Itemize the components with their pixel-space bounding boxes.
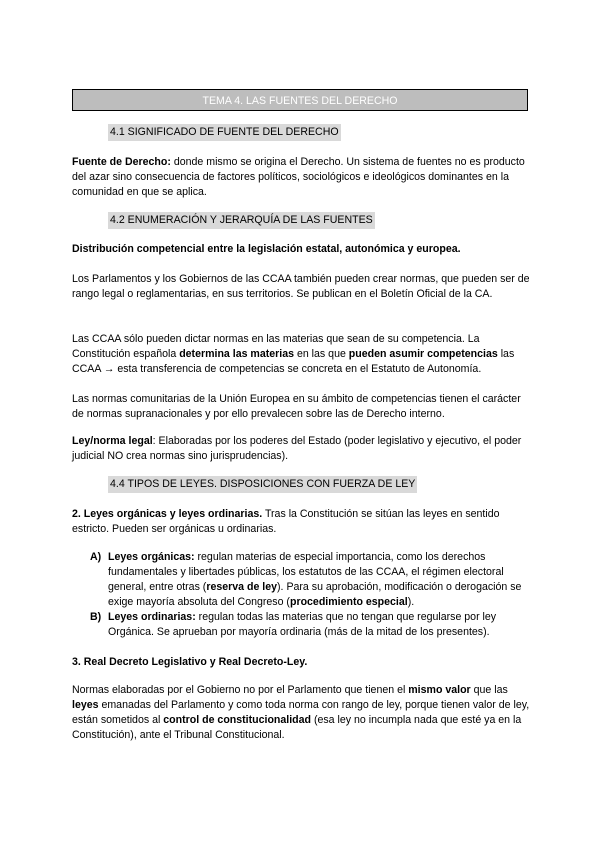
leyes-organicas-ordinarias-paragraph [72,507,530,537]
leyes-organicas-text-2: ). Para su aprobación, modificación o derogación se exige mayoría absoluta del Congreso ( [108,581,522,608]
list-item-leyes-ordinarias [90,610,530,640]
term-ley-norma-legal: Ley/norma legal [72,435,153,447]
normas-gobierno-text-g: (esa ley no incumpla nada que esté ya en la Constitución), ante el Tribunal Constitucional. [72,714,522,741]
ccaa-paragraph [72,332,530,377]
normas-gobierno-paragraph [72,683,530,743]
term-fuente-derecho: Fuente de Derecho: [72,156,171,168]
ley-norma-legal-paragraph [72,434,530,464]
term-control-constitucionalidad: control de constitucionalidad [163,714,312,726]
list-item-leyes-organicas [90,550,530,610]
ccaa-text-a: Las CCAA sólo pueden dictar normas en las materias que sean de su competencia. La Constitución española [72,333,480,360]
list-marker-a: A) [90,551,102,563]
section-heading-4-1: 4.1 SIGNIFICADO DE FUENTE DEL DERECHO [108,124,341,141]
ley-norma-legal-text: : Elaboradas por los poderes del Estado (poder legislativo y ejecutivo, el poder judicial NO crea normas sino jurisprudencias). [72,435,522,462]
distribucion-subtitle [72,242,530,257]
ccaa-bold-competencias: pueden asumir competencias [348,348,498,360]
normas-gobierno-text-e: emanadas del Parlamento y como toda norma con rango de ley, porque tienen valor de ley, están sometidos al [72,699,530,726]
section-heading-4-2: 4.2 ENUMERACIÓN Y JERARQUÍA DE LAS FUENTES [108,212,375,229]
parlamentos-paragraph: Los Parlamentos y los Gobiernos de las CCAA también pueden crear normas, que pueden ser de rango legal o reglamentarias, en sus territorios. Se publican en el Boletín Oficial de la CA. [72,273,530,300]
leyes-ordinarias-text: regulan todas las materias que no tengan que regularse por ley Orgánica. Se aprueban por mayoría ordinaria (más de la mitad de los presentes). [108,611,497,638]
leyes-list [90,550,530,640]
term-leyes-organicas: Leyes orgánicas: [108,551,195,563]
list-marker-b: B) [90,611,102,623]
leyes-organicas-ordinarias-text: Tras la Constitución se sitúan las leyes en sentido estricto. Pueden ser orgánicas u ordinarias. [72,508,500,535]
term-leyes-ordinarias: Leyes ordinarias: [108,611,196,623]
distribucion-subtitle-text: Distribución competencial entre la legislación estatal, autonómica y europea. [72,243,461,255]
ccaa-text-e: las CCAA → esta transferencia de competencias se concreta en el Estatuto de Autonomía. [72,348,515,375]
document-title: TEMA 4. LAS FUENTES DEL DERECHO [72,89,528,111]
real-decreto-subtitle [72,655,530,670]
normas-gobierno-text-a: Normas elaboradas por el Gobierno no por el Parlamento que tienen el [72,684,409,696]
fuente-derecho-paragraph [72,155,530,200]
term-leyes: leyes [72,699,99,711]
normas-comunitarias-paragraph: Las normas comunitarias de la Unión Europea en su ámbito de competencias tienen el carácter de normas supranacionales y por ello prevalecen sobre las de Derecho interno. [72,393,521,420]
normas-gobierno-text-c: que las [470,684,508,696]
term-procedimiento-especial: procedimiento especial [289,596,408,608]
term-reserva-de-ley: reserva de ley [206,581,278,593]
leyes-organicas-text-1: regulan materias de especial importancia, como los derechos fundamentales y libertades públicas, los estatutos de las CCAA, el régimen electoral general, entre otras ( [108,551,504,593]
leyes-organicas-text-3: ). [407,596,415,608]
ccaa-bold-materias: determina las materias [179,348,295,360]
real-decreto-subtitle-text: 3. Real Decreto Legislativo y Real Decreto-Ley. [72,656,308,668]
ccaa-text-c: en las que [294,348,349,360]
term-mismo-valor: mismo valor [408,684,471,696]
fuente-derecho-text: donde mismo se origina el Derecho. Un sistema de fuentes no es producto del azar sino consecuencia de factores políticos, sociológicos e ideológicos dominantes en la comunidad en que se aplica. [72,156,525,198]
section-heading-4-4: 4.4 TIPOS DE LEYES. DISPOSICIONES CON FUERZA DE LEY [108,476,417,493]
leyes-organicas-ordinarias-title: 2. Leyes orgánicas y leyes ordinarias. [72,508,263,520]
